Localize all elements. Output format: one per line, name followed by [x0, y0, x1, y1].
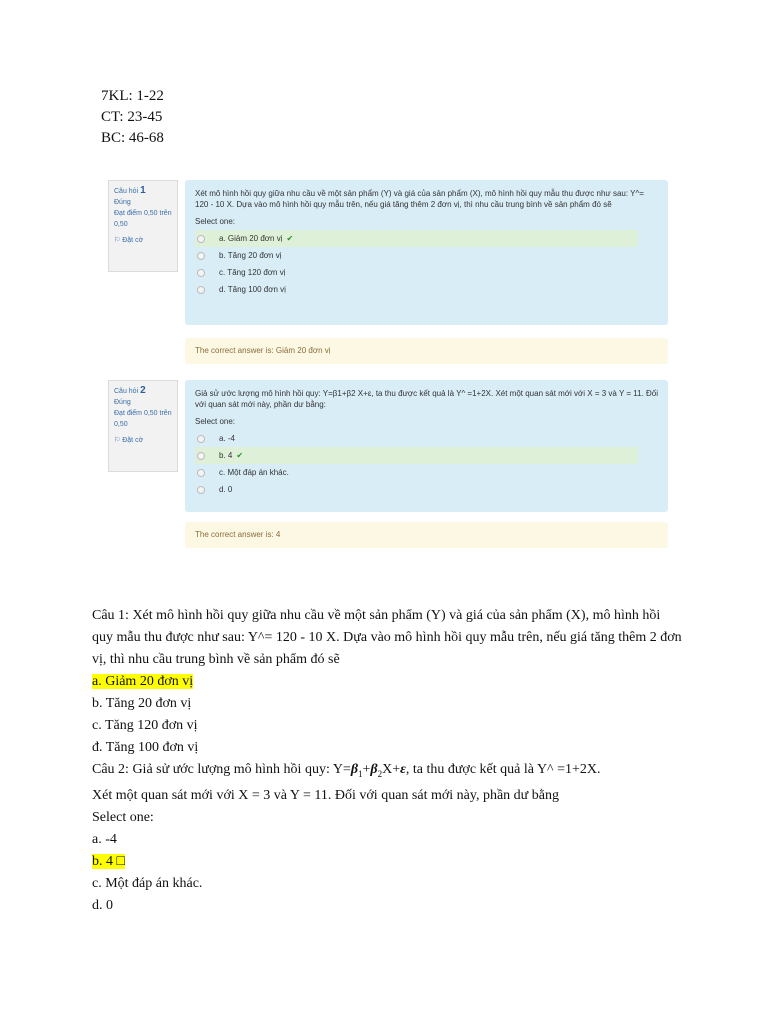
x-term: X+ [382, 762, 401, 777]
radio-button[interactable] [197, 286, 205, 294]
check-icon: ✔ [286, 234, 294, 243]
subscript: 2 [377, 768, 383, 779]
question-text: Giả sử ước lượng mô hình hồi quy: Y=β1+β2 X+ε, ta thu được kết quả là Y^ =1+2X. Xét một quan sát mới với X = 3 và Y = 11. Đối với quan sát mới này, phần dư bằng: [195, 389, 659, 409]
q2-prefix: Câu 2: Giả sử ước lượng mô hình hồi quy: Y= [92, 762, 351, 777]
question-number: 1 [140, 185, 146, 196]
header-line: BC: 46-68 [101, 130, 164, 146]
answer-option[interactable] [195, 447, 638, 464]
plus-sign: + [362, 762, 371, 777]
highlighted-answer: a. Giảm 20 đơn vị [92, 674, 194, 689]
question-score: Đạt điểm 0,50 trên 0,50 [114, 210, 172, 228]
select-one-label: Select one: [195, 217, 236, 226]
question-2-line-2: Xét một quan sát mới với X = 3 và Y = 11. Đối với quan sát mới này, phần dư bằng [92, 787, 559, 803]
beta-symbol: β [350, 762, 358, 777]
flag-icon: ⚐ [114, 237, 121, 244]
question-status: Đúng [114, 199, 131, 206]
option-label: d. 0 [219, 485, 233, 494]
question-score: Đạt điểm 0,50 trên 0,50 [114, 410, 172, 428]
question-info-2 [108, 380, 178, 472]
radio-button[interactable] [197, 435, 205, 443]
select-one-text: Select one: [92, 809, 154, 825]
question-status: Đúng [114, 399, 131, 406]
answer-option[interactable] [195, 247, 638, 264]
question-box-1 [185, 180, 668, 325]
document-body [92, 605, 682, 917]
radio-button[interactable] [197, 269, 205, 277]
question-text: Xét mô hình hồi quy giữa nhu cầu về một sản phẩm (Y) và giá của sản phẩm (X), mô hình hồi quy mẫu thu được như sau: Y^= 120 - 10 X. Dựa vào mô hình hồi quy mẫu trên, nếu giá tăng thêm 2 đơn vị, thì nhu cầu trung bình về sản phẩm đó sẽ [195, 189, 644, 209]
check-icon: ✔ [236, 451, 244, 460]
radio-button[interactable] [197, 486, 205, 494]
answer-option[interactable] [195, 430, 638, 447]
radio-button[interactable] [197, 452, 205, 460]
question-info-1 [108, 180, 178, 272]
question-box-2 [185, 380, 668, 512]
question-2-text [92, 759, 682, 785]
flag-label: Đặt cờ [122, 437, 144, 444]
option-text: c. Một đáp án khác. [92, 875, 203, 891]
flag-icon: ⚐ [114, 437, 121, 444]
radio-button[interactable] [197, 252, 205, 260]
option-label: c. Một đáp án khác. [219, 468, 289, 477]
quiz-screenshot [100, 172, 676, 560]
option-label: a. -4 [219, 434, 236, 443]
q2-suffix: , ta thu được kết quả là Y^ =1+2X. [405, 762, 601, 777]
subscript: 1 [358, 768, 363, 779]
option-label: a. Giảm 20 đơn vị [219, 234, 283, 243]
flag-question-link[interactable] [114, 235, 172, 246]
option-text: c. Tăng 120 đơn vị [92, 718, 198, 733]
header-lines [101, 86, 164, 149]
question-label: Câu hỏi [114, 388, 139, 395]
select-one-label: Select one: [195, 417, 236, 426]
answer-option[interactable] [195, 481, 638, 498]
radio-button[interactable] [197, 235, 205, 243]
option-label: b. 4 [219, 451, 233, 460]
answer-option[interactable] [195, 264, 638, 281]
answer-option[interactable] [195, 281, 638, 298]
highlighted-answer: b. 4 □ [92, 853, 125, 869]
flag-label: Đặt cờ [122, 237, 144, 244]
option-text: a. -4 [92, 831, 117, 847]
option-label: d. Tăng 100 đơn vị [219, 285, 286, 294]
header-line: 7KL: 1-22 [101, 88, 164, 104]
question-1-text: Câu 1: Xét mô hình hồi quy giữa nhu cầu về một sản phẩm (Y) và giá của sản phẩm (X), mô hình hồi quy mẫu thu được như sau: Y^= 120 - 10 X. Dựa vào mô hình hồi quy mẫu trên, nếu giá tăng thêm 2 đơn vị, thì nhu cầu trung bình về sản phẩm đó sẽ [92, 608, 682, 667]
option-text: đ. Tăng 100 đơn vị [92, 740, 199, 755]
option-text: d. 0 [92, 897, 113, 913]
option-text: b. Tăng 20 đơn vị [92, 696, 192, 711]
answer-option[interactable] [195, 230, 638, 247]
correct-answer-feedback: The correct answer is: Giảm 20 đơn vị [185, 338, 668, 364]
question-number: 2 [140, 385, 146, 396]
epsilon-symbol: ε [400, 762, 406, 777]
flag-question-link[interactable] [114, 435, 172, 446]
answer-option[interactable] [195, 464, 638, 481]
radio-button[interactable] [197, 469, 205, 477]
option-label: b. Tăng 20 đơn vị [219, 251, 282, 260]
option-label: c. Tăng 120 đơn vị [219, 268, 286, 277]
question-label: Câu hỏi [114, 188, 139, 195]
beta-symbol: β [370, 762, 378, 777]
correct-answer-feedback: The correct answer is: 4 [185, 522, 668, 548]
header-line: CT: 23-45 [101, 109, 163, 125]
